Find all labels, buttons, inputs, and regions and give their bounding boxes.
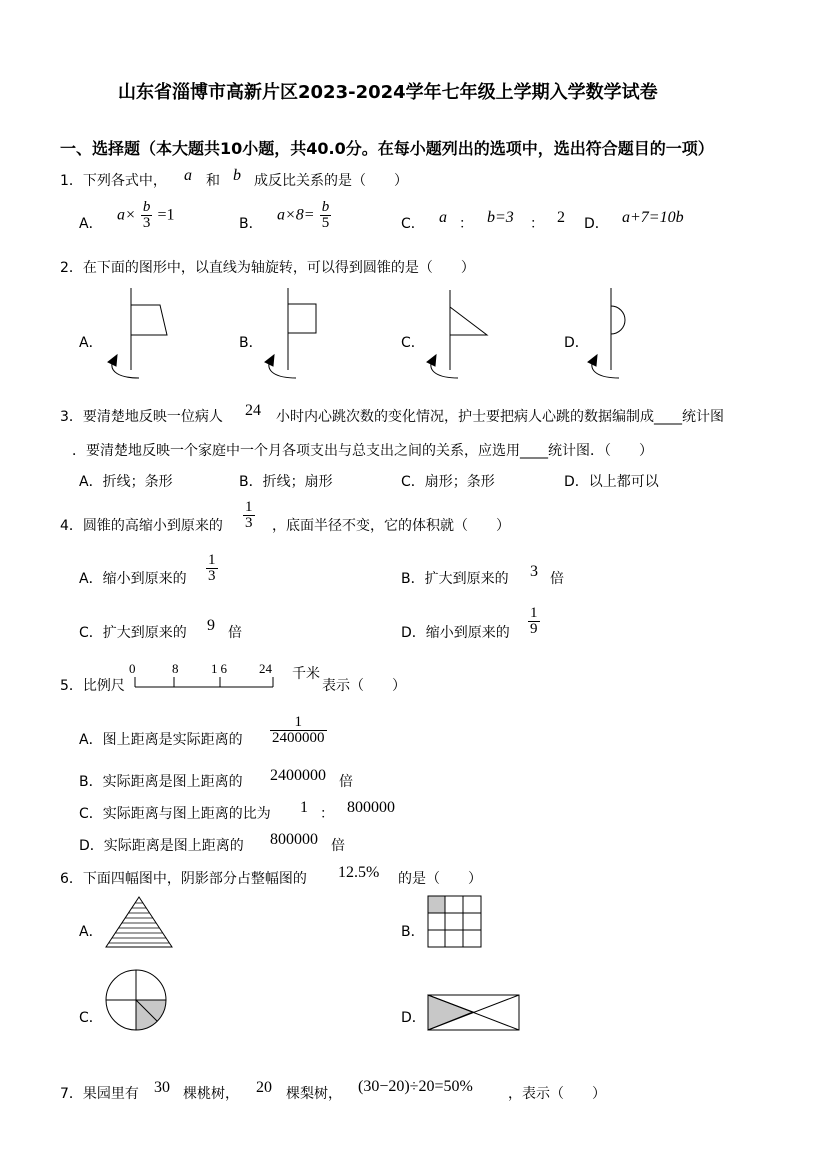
q5-option-d-post: 倍 (331, 838, 345, 854)
q2-option-d-label: D． (564, 335, 589, 351)
q4-stem-fraction: $\frac{1}{3}$ (245, 499, 253, 531)
q1-option-c-label: C． (401, 216, 425, 232)
q4-option-a-pre: A．缩小到原来的 (79, 571, 187, 587)
q5-option-b-post: 倍 (339, 774, 353, 790)
q6-option-b-label: B． (401, 924, 425, 940)
q1-var-a: a (184, 167, 192, 184)
scale-tick-16: 16 (211, 661, 230, 676)
q5-option-c-colon: ： (320, 806, 334, 822)
q6-stem-post: 的是（ ） (398, 871, 482, 887)
q1-option-c-b: b=3 (487, 209, 514, 226)
scale-tick-0: 0 (129, 661, 136, 676)
q1-and: 和 (206, 173, 220, 189)
q5-option-b-val: 2400000 (270, 767, 326, 784)
q3-line2: ．要清楚地反映一个家庭中一个月各项支出与总支出之间的关系，应选用____统计图．（ ） (72, 443, 653, 459)
q5-option-c-1: 1 (300, 799, 308, 816)
q3-option-b: B．折线；扇形 (239, 474, 333, 490)
q5-option-a-pre: A．图上距离是实际距离的 (79, 732, 243, 748)
q7-mid1: 棵桃树， (183, 1086, 239, 1102)
q4-option-c-val: 9 (207, 617, 215, 634)
q3-option-a: A．折线；条形 (79, 474, 173, 490)
q5-option-d-val: 800000 (270, 831, 318, 848)
q4-stem-pre: 4．圆锥的高缩小到原来的 (60, 518, 223, 534)
q1-var-b: b (233, 167, 241, 184)
scale-tick-8: 8 (172, 661, 179, 676)
q4-option-b-pre: B．扩大到原来的 (401, 571, 509, 587)
q4-option-d-fraction: $\frac{1}{9}$ (530, 605, 538, 637)
q4-option-c-post: 倍 (228, 625, 242, 641)
q2-option-b-label: B． (239, 335, 263, 351)
q6-option-a-label: A． (79, 924, 103, 940)
q5-stem-post: 表示（ ） (322, 678, 406, 694)
q5-option-b-pre: B．实际距离是图上距离的 (79, 774, 243, 790)
q1-option-d-expr: a+7=10b (622, 209, 684, 226)
q7-n2: 20 (256, 1079, 272, 1096)
q4-option-b-post: 倍 (550, 571, 564, 587)
q4-stem-post: ，底面半径不变，它的体积就（ ） (272, 518, 510, 534)
q7-post: ，表示（ ） (508, 1086, 606, 1102)
q6-option-d-label: D． (401, 1010, 426, 1026)
q3-num-24: 24 (245, 402, 261, 419)
q3-line1-pre: 3．要清楚地反映一位病人 (60, 409, 223, 425)
q3-line1-post: 小时内心跳次数的变化情况，护士要把病人心跳的数据编制成____统计图 (276, 409, 724, 425)
q3-option-c: C．扇形；条形 (401, 474, 495, 490)
q6-figure-b-grid (428, 896, 481, 947)
scale-tick-24: 24 (259, 661, 272, 676)
q2-option-c-label: C． (401, 335, 425, 351)
q6-figure-c-circle (106, 970, 166, 1030)
q4-option-a-fraction: $\frac{1}{3}$ (208, 552, 216, 584)
q1-option-a-expr: a× $\frac{b}{3}$ =1 (117, 199, 175, 231)
q1-option-c-colon1: ： (459, 216, 473, 232)
q1-option-c-2: 2 (557, 209, 565, 226)
q1-option-b-expr: a×8= $\frac{b}{5}$ (277, 199, 330, 231)
q1-option-c-colon2: ： (530, 216, 544, 232)
q4-option-d-pre: D．缩小到原来的 (401, 625, 510, 641)
q1-option-c-a: a (439, 209, 447, 226)
q6-stem-pre: 6．下面四幅图中，阴影部分占整幅图的 (60, 871, 307, 887)
q1-option-a-label: A． (79, 216, 103, 232)
q1-option-b-label: B． (239, 216, 263, 232)
q7-expr: (30−20)÷20=50% (358, 1078, 473, 1095)
q4-option-b-val: 3 (530, 563, 538, 580)
q6-option-c-label: C． (79, 1010, 103, 1026)
q3-option-d: D．以上都可以 (564, 474, 659, 490)
q5-option-c-pre: C．实际距离与图上距离的比为 (79, 806, 271, 822)
q7-mid2: 棵梨树， (286, 1086, 342, 1102)
q1-option-d-label: D． (584, 216, 609, 232)
page-title: 山东省淄博市高新片区2023-2024学年七年级上学期入学数学试卷 (118, 82, 658, 103)
q2-stem: 2．在下面的图形中，以直线为轴旋转，可以得到圆锥的是（ ） (60, 260, 475, 276)
section-heading: 一、选择题（本大题共10小题，共40.0分。在每小题列出的选项中，选出符合题目的一项） (60, 139, 714, 158)
q7-pre: 7．果园里有 (60, 1086, 139, 1102)
q5-stem-pre: 5．比例尺 (60, 678, 125, 694)
q6-percent: 12.5% (338, 864, 380, 881)
q6-figure-a-triangle (100, 897, 180, 947)
q6-figure-d-rect (428, 995, 519, 1030)
q4-option-c-pre: C．扩大到原来的 (79, 625, 187, 641)
q5-option-d-pre: D．实际距离是图上距离的 (79, 838, 244, 854)
q5-option-c-val: 800000 (347, 799, 395, 816)
q5-unit: 千米 (292, 666, 320, 682)
q5-option-a-fraction: $\frac{1}{2400000}$ (272, 714, 325, 746)
q1-stem: 1．下列各式中， (60, 173, 167, 189)
q7-n1: 30 (154, 1079, 170, 1096)
q2-option-a-label: A． (79, 335, 103, 351)
q1-tail: 成反比关系的是（ ） (254, 173, 408, 189)
